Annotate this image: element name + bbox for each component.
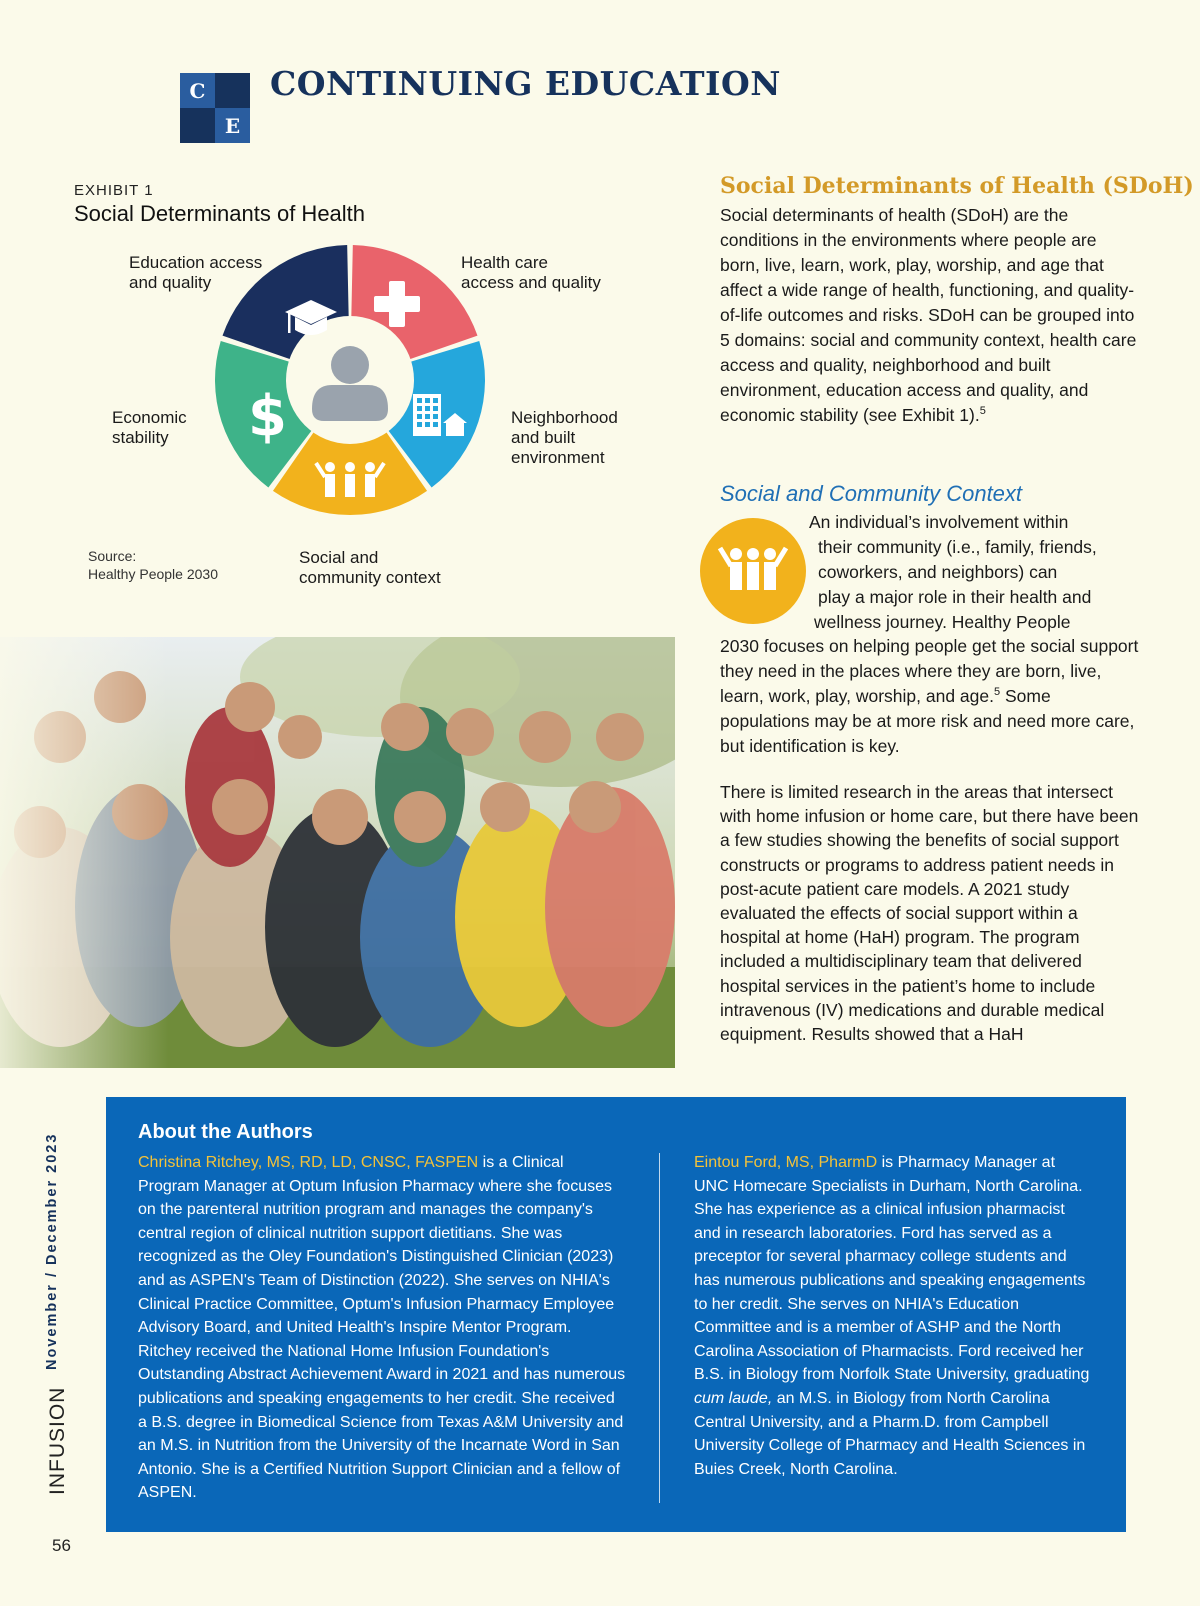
author-name: Christina Ritchey, MS, RD, LD, CNSC, FASPEN: [138, 1154, 479, 1171]
logo-square-bottom-left: [180, 108, 215, 143]
segment-label-health-care: Health care access and quality: [461, 253, 601, 292]
group-of-people-photo: [0, 637, 675, 1068]
magazine-brand: INFUSION: [46, 1386, 69, 1495]
sdoh-body: [720, 203, 1140, 428]
exhibit-source: Source: Healthy People 2030: [88, 548, 218, 582]
scc-body-rest-a: 2030 focuses on helping people get the social support they need in the places where they are born, live, learn, work, play, worship, and age.: [720, 636, 1139, 706]
sdoh-reference: 5: [979, 405, 986, 418]
authors-divider: [659, 1153, 660, 1503]
issue-date: November / December 2023: [44, 1132, 60, 1370]
scc-body-line: play a major role in their health and: [818, 587, 1092, 607]
people-group-icon: [700, 518, 806, 624]
segment-label-neighborhood: Neighborhood and built environment: [511, 408, 618, 467]
people-group-icon: [316, 462, 384, 497]
scc-reference: 5: [993, 686, 1001, 699]
sdoh-body-text: Social determinants of health (SDoH) are the conditions in the environments where people are born, live, learn, work, play, worship, and age that affect a wide range of health, functioning, and quality-of-life outcomes and risks. SDoH can be grouped into 5 domains: social and community context, health care access and quality, neighborhood and built environment, education access and quality, and economic stability (see Exhibit 1).: [720, 205, 1137, 425]
page-title: CONTINUING EDUCATION: [270, 64, 781, 103]
segment-label-social-community: Social and community context: [299, 548, 441, 587]
author-bio-text: is a Clinical Program Manager at Optum Infusion Pharmacy where she focuses on the parenteral nutrition program and manages the company's central region of clinical nutrition support dietitians. She was recognized as the Oley Foundation's Distinguished Clinician (2023) and as ASPEN's Team of Distinction (2022). She serves on NHIA's Clinical Practice Committee, Optum's Infusion Pharmacy Employee Advisory Board, and United Health's Inspire Mentor Program. Ritchey received the National Home Infusion Foundation's Outstanding Abstract Achievement Award in 2021 and has numerous publications and speaking engagements to her credit. She received a B.S. degree in Biomedical Science from Texas A&M University and an M.S. in Nutrition from the University of the Incarnate Word in San Antonio. She is a Certified Nutrition Support Clinician and a fellow of ASPEN.: [138, 1154, 626, 1502]
author-bio-text: an M.S. in Biology from North Carolina Central University, and a Pharm.D. from Campbell University College of Pharmacy and Health Sciences in Buies Creek, North Carolina.: [694, 1389, 1086, 1478]
segment-label-economic: Economic stability: [112, 408, 187, 447]
scc-body-rest: [720, 634, 1140, 759]
ce-logo: [180, 73, 250, 143]
author-bio-left: [138, 1151, 628, 1505]
about-the-authors-box: [106, 1097, 1126, 1532]
segment-label-education: Education access and quality: [129, 253, 263, 292]
logo-square-top-right: [215, 73, 250, 108]
sdoh-heading: Social Determinants of Health (SDoH): [720, 173, 1194, 199]
scc-body-line: An individual’s involvement within: [809, 512, 1069, 532]
author-bio-text: is Pharmacy Manager at UNC Homecare Specialists in Durham, North Carolina. She has experience as a clinical infusion pharmacist and in research laboratories. Ford has served as a preceptor for several pharmacy college students and has numerous publications and speaking engagements to her credit. She serves on NHIA's Education Committee and is a member of ASHP and the North Carolina Association of Pharmacists. Ford received her B.S. in Biology from Norfolk State University, graduating: [694, 1154, 1090, 1384]
page-number: 56: [52, 1536, 71, 1555]
scc-body-line: wellness journey. Healthy People: [814, 612, 1071, 632]
exhibit-label: EXHIBIT 1: [74, 182, 154, 199]
author-name: Eintou Ford, MS, PharmD: [694, 1154, 878, 1171]
authors-title: About the Authors: [138, 1121, 313, 1143]
exhibit-title: Social Determinants of Health: [74, 201, 366, 226]
logo-letter-e: E: [215, 108, 250, 143]
scc-body-rest-b: Some populations may be at more risk and need more care, but identification is key.: [720, 686, 1135, 756]
author-bio-italic: cum laude,: [694, 1389, 773, 1407]
scc-body-line: their community (i.e., family, friends,: [818, 537, 1097, 557]
dollar-icon: $: [248, 384, 287, 449]
logo-letter-c: C: [180, 73, 215, 108]
research-body: There is limited research in the areas that intersect with home infusion or home care, but there have been a few studies showing the benefits of social support constructs or programs to address patient needs in post-acute patient care models. A 2021 study evaluated the effects of social support within a hospital at home (HaH) program. The program included a multidisciplinary team that delivered hospital services in the patient’s home to include intravenous (IV) medications and durable medical equipment. Results showed that a HaH: [720, 782, 1139, 1045]
author-bio-right: [694, 1151, 1094, 1481]
scc-heading: Social and Community Context: [720, 481, 1023, 506]
scc-body-line: coworkers, and neighbors) can: [818, 562, 1058, 582]
